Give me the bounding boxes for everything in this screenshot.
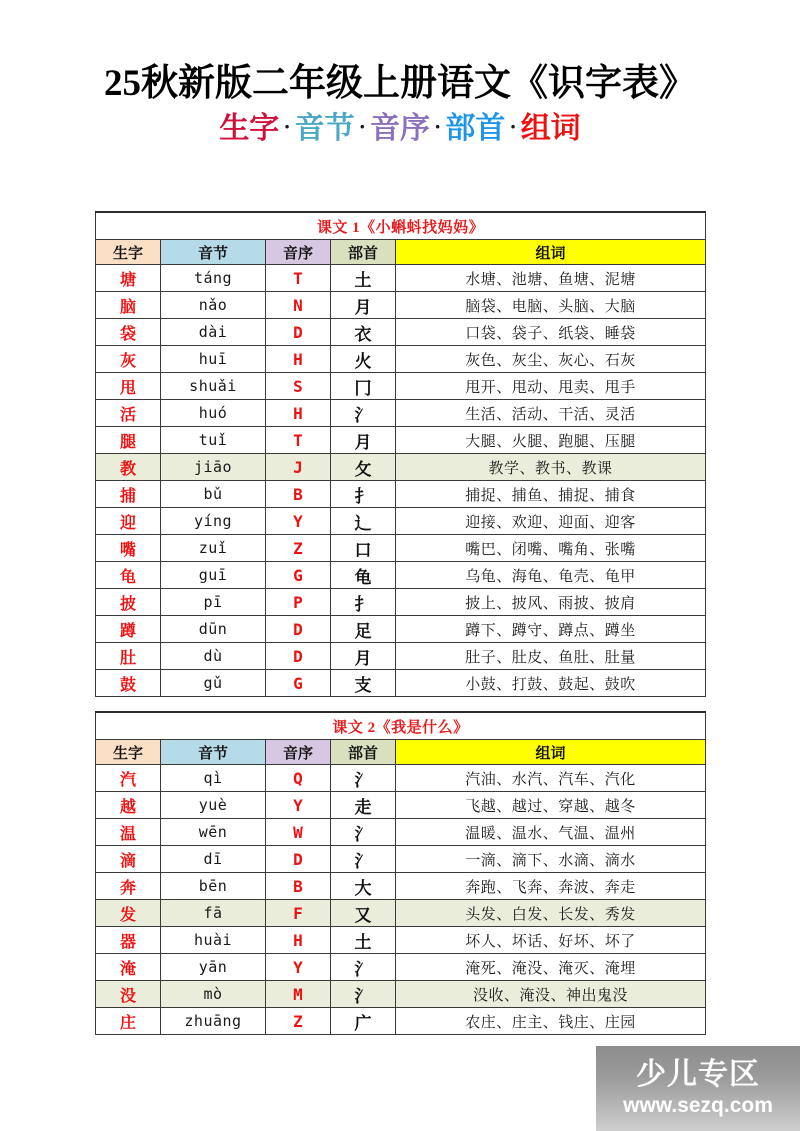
cell-yinjie: dài xyxy=(161,319,266,346)
table-row xyxy=(96,454,706,481)
table-row xyxy=(96,792,706,819)
subtitle-separator: · xyxy=(434,114,442,139)
cell-zuci: 温暖、温水、气温、温州 xyxy=(396,819,706,846)
title-block xyxy=(0,0,800,149)
cell-bushou: 足 xyxy=(331,616,396,643)
cell-yinxu: T xyxy=(266,265,331,292)
cell-shengzi: 汽 xyxy=(96,765,161,792)
cell-yinjie: huài xyxy=(161,927,266,954)
cell-shengzi: 发 xyxy=(96,900,161,927)
cell-bushou: 支 xyxy=(331,670,396,697)
table-row xyxy=(96,954,706,981)
column-header-shengzi: 生字 xyxy=(96,240,161,265)
cell-shengzi: 塘 xyxy=(96,265,161,292)
column-header-yinjie: 音节 xyxy=(161,740,266,765)
cell-bushou: 土 xyxy=(331,927,396,954)
subtitle-part-2: 音节 xyxy=(294,112,355,145)
lesson-table-2 xyxy=(95,711,706,1035)
cell-shengzi: 没 xyxy=(96,981,161,1008)
cell-zuci: 捕捉、捕鱼、捕捉、捕食 xyxy=(396,481,706,508)
table-row xyxy=(96,535,706,562)
cell-yinjie: huī xyxy=(161,346,266,373)
cell-yinjie: yíng xyxy=(161,508,266,535)
cell-yinxu: F xyxy=(266,900,331,927)
cell-bushou: 龟 xyxy=(331,562,396,589)
cell-shengzi: 奔 xyxy=(96,873,161,900)
cell-yinxu: W xyxy=(266,819,331,846)
cell-yinxu: B xyxy=(266,873,331,900)
cell-yinjie: fā xyxy=(161,900,266,927)
cell-zuci: 甩开、甩动、甩卖、甩手 xyxy=(396,373,706,400)
column-header-bushou: 部首 xyxy=(331,740,396,765)
cell-bushou: 扌 xyxy=(331,589,396,616)
table-row xyxy=(96,643,706,670)
table-row xyxy=(96,427,706,454)
cell-zuci: 生活、活动、干活、灵活 xyxy=(396,400,706,427)
cell-shengzi: 庄 xyxy=(96,1008,161,1035)
lesson-caption-row xyxy=(96,212,706,240)
cell-yinxu: Y xyxy=(266,792,331,819)
subtitle-part-4: 部首 xyxy=(445,112,506,145)
cell-yinjie: táng xyxy=(161,265,266,292)
cell-yinxu: Z xyxy=(266,535,331,562)
table-row xyxy=(96,562,706,589)
cell-shengzi: 淹 xyxy=(96,954,161,981)
table-header-row xyxy=(96,740,706,765)
cell-yinjie: mò xyxy=(161,981,266,1008)
cell-yinjie: yuè xyxy=(161,792,266,819)
cell-zuci: 坏人、坏话、好坏、坏了 xyxy=(396,927,706,954)
cell-shengzi: 肚 xyxy=(96,643,161,670)
cell-zuci: 水塘、池塘、鱼塘、泥塘 xyxy=(396,265,706,292)
cell-zuci: 小鼓、打鼓、鼓起、鼓吹 xyxy=(396,670,706,697)
cell-bushou: 氵 xyxy=(331,954,396,981)
cell-yinxu: G xyxy=(266,670,331,697)
cell-yinxu: H xyxy=(266,346,331,373)
cell-yinjie: nǎo xyxy=(161,292,266,319)
column-header-yinjie: 音节 xyxy=(161,240,266,265)
cell-yinjie: bēn xyxy=(161,873,266,900)
cell-yinxu: H xyxy=(266,400,331,427)
cell-bushou: 氵 xyxy=(331,765,396,792)
table-row xyxy=(96,670,706,697)
cell-yinxu: Y xyxy=(266,954,331,981)
cell-yinjie: shuǎi xyxy=(161,373,266,400)
column-header-bushou: 部首 xyxy=(331,240,396,265)
cell-zuci: 农庄、庄主、钱庄、庄园 xyxy=(396,1008,706,1035)
table-row xyxy=(96,1008,706,1035)
cell-zuci: 迎接、欢迎、迎面、迎客 xyxy=(396,508,706,535)
cell-shengzi: 灰 xyxy=(96,346,161,373)
cell-bushou: 火 xyxy=(331,346,396,373)
subtitle-part-1: 生字 xyxy=(219,112,280,145)
cell-zuci: 飞越、越过、穿越、越冬 xyxy=(396,792,706,819)
cell-zuci: 蹲下、蹲守、蹲点、蹲坐 xyxy=(396,616,706,643)
cell-bushou: 土 xyxy=(331,265,396,292)
cell-yinjie: huó xyxy=(161,400,266,427)
column-header-shengzi: 生字 xyxy=(96,740,161,765)
cell-bushou: 广 xyxy=(331,1008,396,1035)
cell-yinjie: dù xyxy=(161,643,266,670)
cell-shengzi: 嘴 xyxy=(96,535,161,562)
cell-zuci: 披上、披风、雨披、披肩 xyxy=(396,589,706,616)
column-header-zuci: 组词 xyxy=(396,740,706,765)
table-row xyxy=(96,900,706,927)
cell-zuci: 脑袋、电脑、头脑、大脑 xyxy=(396,292,706,319)
cell-bushou: 氵 xyxy=(331,981,396,1008)
cell-yinjie: gǔ xyxy=(161,670,266,697)
cell-yinxu: D xyxy=(266,616,331,643)
table-row xyxy=(96,819,706,846)
cell-yinxu: S xyxy=(266,373,331,400)
cell-zuci: 乌龟、海龟、龟壳、龟甲 xyxy=(396,562,706,589)
cell-zuci: 汽油、水汽、汽车、汽化 xyxy=(396,765,706,792)
subtitle-part-5: 组词 xyxy=(520,112,581,145)
cell-yinxu: P xyxy=(266,589,331,616)
page-subtitle xyxy=(0,111,800,149)
table-header-row xyxy=(96,240,706,265)
cell-bushou: 大 xyxy=(331,873,396,900)
table-row xyxy=(96,319,706,346)
page-title: 25秋新版二年级上册语文《识字表》 xyxy=(104,63,696,104)
cell-bushou: 走 xyxy=(331,792,396,819)
cell-bushou: 氵 xyxy=(331,819,396,846)
column-header-yinxu: 音序 xyxy=(266,240,331,265)
table-row xyxy=(96,981,706,1008)
cell-bushou: 辶 xyxy=(331,508,396,535)
cell-yinjie: jiāo xyxy=(161,454,266,481)
cell-bushou: 攵 xyxy=(331,454,396,481)
cell-shengzi: 龟 xyxy=(96,562,161,589)
table-row xyxy=(96,616,706,643)
cell-yinxu: B xyxy=(266,481,331,508)
cell-yinxu: N xyxy=(266,292,331,319)
cell-zuci: 嘴巴、闭嘴、嘴角、张嘴 xyxy=(396,535,706,562)
cell-yinjie: qì xyxy=(161,765,266,792)
cell-shengzi: 腿 xyxy=(96,427,161,454)
table-row xyxy=(96,346,706,373)
lesson-table-1 xyxy=(95,211,706,697)
subtitle-part-3: 音序 xyxy=(370,112,430,145)
column-header-zuci: 组词 xyxy=(396,240,706,265)
cell-bushou: 口 xyxy=(331,535,396,562)
cell-zuci: 大腿、火腿、跑腿、压腿 xyxy=(396,427,706,454)
cell-bushou: 又 xyxy=(331,900,396,927)
cell-yinxu: D xyxy=(266,846,331,873)
lesson-caption-row xyxy=(96,712,706,740)
cell-shengzi: 滴 xyxy=(96,846,161,873)
cell-yinjie: pī xyxy=(161,589,266,616)
cell-shengzi: 越 xyxy=(96,792,161,819)
cell-yinjie: guī xyxy=(161,562,266,589)
cell-zuci: 没收、淹没、神出鬼没 xyxy=(396,981,706,1008)
cell-shengzi: 活 xyxy=(96,400,161,427)
column-header-yinxu: 音序 xyxy=(266,740,331,765)
cell-bushou: 月 xyxy=(331,427,396,454)
cell-yinxu: Z xyxy=(266,1008,331,1035)
cell-zuci: 一滴、滴下、水滴、滴水 xyxy=(396,846,706,873)
cell-zuci: 淹死、淹没、淹灭、淹埋 xyxy=(396,954,706,981)
cell-shengzi: 教 xyxy=(96,454,161,481)
table-row xyxy=(96,873,706,900)
cell-shengzi: 甩 xyxy=(96,373,161,400)
cell-shengzi: 蹲 xyxy=(96,616,161,643)
cell-bushou: 氵 xyxy=(331,846,396,873)
cell-yinxu: Q xyxy=(266,765,331,792)
subtitle-separator: · xyxy=(509,114,517,139)
cell-yinjie: dī xyxy=(161,846,266,873)
table-row xyxy=(96,373,706,400)
cell-zuci: 奔跑、飞奔、奔波、奔走 xyxy=(396,873,706,900)
watermark-url-label: www.sezq.com xyxy=(623,1094,773,1117)
table-row xyxy=(96,292,706,319)
cell-yinxu: D xyxy=(266,319,331,346)
table-row xyxy=(96,400,706,427)
cell-shengzi: 温 xyxy=(96,819,161,846)
cell-bushou: 冂 xyxy=(331,373,396,400)
cell-bushou: 氵 xyxy=(331,400,396,427)
cell-zuci: 教学、教书、教课 xyxy=(396,454,706,481)
cell-yinxu: Y xyxy=(266,508,331,535)
cell-shengzi: 迎 xyxy=(96,508,161,535)
table-row xyxy=(96,481,706,508)
cell-yinjie: bǔ xyxy=(161,481,266,508)
table-row xyxy=(96,927,706,954)
cell-yinxu: T xyxy=(266,427,331,454)
lesson-caption: 课文 2《我是什么》 xyxy=(96,712,706,740)
cell-bushou: 扌 xyxy=(331,481,396,508)
cell-shengzi: 鼓 xyxy=(96,670,161,697)
cell-bushou: 衣 xyxy=(331,319,396,346)
cell-yinxu: H xyxy=(266,927,331,954)
watermark xyxy=(596,1046,800,1131)
cell-yinjie: zhuāng xyxy=(161,1008,266,1035)
cell-bushou: 月 xyxy=(331,643,396,670)
cell-yinxu: D xyxy=(266,643,331,670)
cell-yinxu: J xyxy=(266,454,331,481)
table-row xyxy=(96,508,706,535)
lesson-caption: 课文 1《小蝌蚪找妈妈》 xyxy=(96,212,706,240)
cell-yinjie: wēn xyxy=(161,819,266,846)
cell-zuci: 灰色、灰尘、灰心、石灰 xyxy=(396,346,706,373)
cell-yinxu: G xyxy=(266,562,331,589)
table-row xyxy=(96,765,706,792)
watermark-brand-label: 少儿专区 xyxy=(636,1058,760,1091)
cell-shengzi: 袋 xyxy=(96,319,161,346)
cell-yinjie: tuǐ xyxy=(161,427,266,454)
cell-yinjie: yān xyxy=(161,954,266,981)
cell-yinjie: dūn xyxy=(161,616,266,643)
cell-shengzi: 披 xyxy=(96,589,161,616)
table-row xyxy=(96,589,706,616)
cell-shengzi: 脑 xyxy=(96,292,161,319)
subtitle-separator: · xyxy=(283,114,291,139)
cell-zuci: 头发、白发、长发、秀发 xyxy=(396,900,706,927)
table-row xyxy=(96,846,706,873)
cell-shengzi: 器 xyxy=(96,927,161,954)
cell-bushou: 月 xyxy=(331,292,396,319)
cell-yinjie: zuǐ xyxy=(161,535,266,562)
table-row xyxy=(96,265,706,292)
cell-zuci: 口袋、袋子、纸袋、睡袋 xyxy=(396,319,706,346)
cell-yinxu: M xyxy=(266,981,331,1008)
subtitle-separator: · xyxy=(358,114,366,139)
cell-zuci: 肚子、肚皮、鱼肚、肚量 xyxy=(396,643,706,670)
cell-shengzi: 捕 xyxy=(96,481,161,508)
